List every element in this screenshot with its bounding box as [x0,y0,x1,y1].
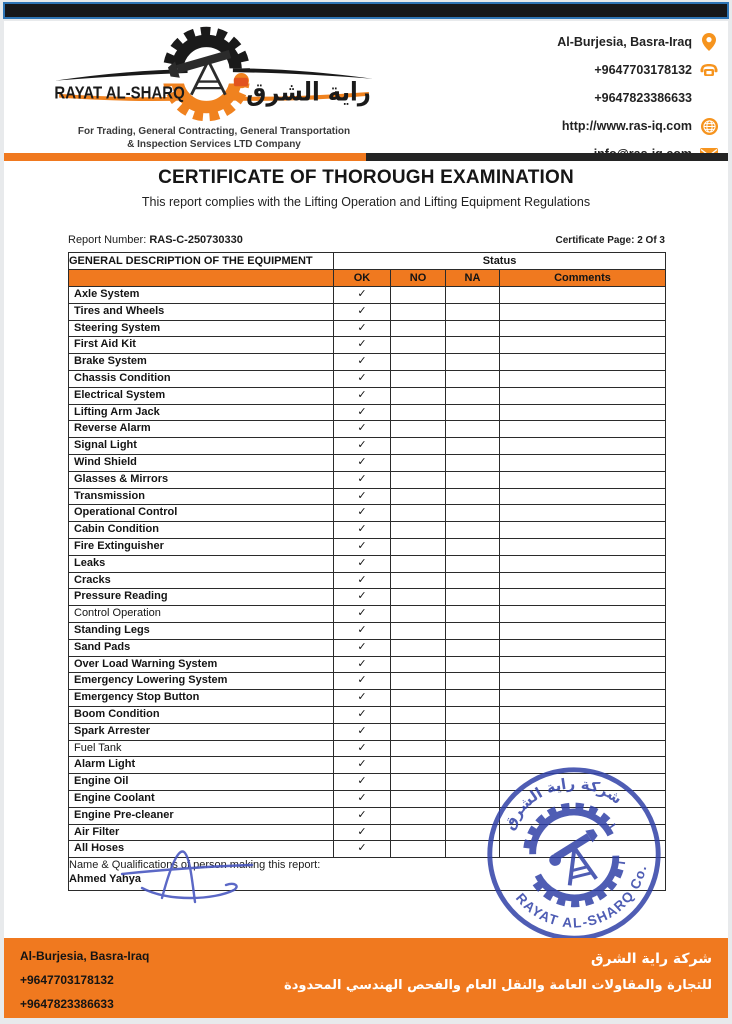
status-empty-cell [391,404,446,421]
header-divider [4,153,728,161]
status-empty-cell [391,706,446,723]
status-check-cell: ✓ [334,673,391,690]
equipment-label: Pressure Reading [69,589,334,606]
table-row [69,774,666,791]
signature-row [69,858,666,891]
status-check-cell: ✓ [334,471,391,488]
status-empty-cell [391,337,446,354]
contact-phone1-text: +9647703178132 [594,63,692,77]
status-empty-cell [500,438,666,455]
status-empty-cell [446,387,500,404]
status-empty-cell [446,572,500,589]
status-empty-cell [500,622,666,639]
contact-block [557,28,718,168]
equipment-label: Control Operation [69,606,334,623]
status-empty-cell [500,354,666,371]
status-empty-cell [500,471,666,488]
tagline-line1: For Trading, General Contracting, General Transportation [77,126,351,137]
equipment-label: Sand Pads [69,639,334,656]
status-empty-cell [500,757,666,774]
status-check-cell: ✓ [334,589,391,606]
status-empty-cell [391,488,446,505]
status-check-cell: ✓ [334,740,391,757]
equipment-label: Fire Extinguisher [69,538,334,555]
equipment-label: Chassis Condition [69,370,334,387]
status-check-cell: ✓ [334,354,391,371]
equipment-label: Brake System [69,354,334,371]
logo-graphic [38,23,390,125]
col-header-no: NO [391,270,446,287]
table-row [69,522,666,539]
table-row [69,404,666,421]
equipment-label: Air Filter [69,824,334,841]
report-number [68,234,243,246]
status-empty-cell [500,287,666,304]
status-check-cell: ✓ [334,320,391,337]
swoosh-left-black [55,69,187,80]
col-header-na: NA [446,270,500,287]
status-check-cell: ✓ [334,606,391,623]
status-empty-cell [446,320,500,337]
table-row [69,824,666,841]
status-empty-cell [391,690,446,707]
status-empty-cell [446,757,500,774]
status-empty-cell [391,287,446,304]
contact-address [557,28,718,56]
status-empty-cell [446,706,500,723]
status-check-cell: ✓ [334,824,391,841]
footer-phone1: +9647703178132 [20,973,114,987]
equipment-label: Reverse Alarm [69,421,334,438]
equipment-label: Leaks [69,555,334,572]
status-empty-cell [500,606,666,623]
status-check-cell: ✓ [334,337,391,354]
equipment-label: Alarm Light [69,757,334,774]
status-empty-cell [500,790,666,807]
equipment-label: First Aid Kit [69,337,334,354]
status-empty-cell [500,320,666,337]
status-check-cell: ✓ [334,790,391,807]
equipment-label: Lifting Arm Jack [69,404,334,421]
status-empty-cell [500,841,666,858]
contact-phone2-text: +9647823386633 [594,91,692,105]
status-empty-cell [446,622,500,639]
table-row [69,538,666,555]
phone-icon [700,61,718,79]
status-empty-cell [446,673,500,690]
status-empty-cell [500,337,666,354]
col-header-ok: OK [334,270,391,287]
status-empty-cell [446,488,500,505]
status-empty-cell [446,656,500,673]
footer-company-arabic [284,947,712,1001]
status-empty-cell [391,538,446,555]
status-empty-cell [391,774,446,791]
certificate-document [4,21,728,1018]
status-empty-cell [446,589,500,606]
status-empty-cell [500,706,666,723]
equipment-label: Tires and Wheels [69,303,334,320]
status-check-cell: ✓ [334,303,391,320]
status-empty-cell [391,303,446,320]
status-empty-cell [446,690,500,707]
status-empty-cell [500,555,666,572]
status-empty-cell [500,824,666,841]
status-check-cell: ✓ [334,387,391,404]
status-check-cell: ✓ [334,723,391,740]
equipment-label: Axle System [69,287,334,304]
footer-contact [20,944,149,1016]
status-empty-cell [391,522,446,539]
status-check-cell: ✓ [334,454,391,471]
status-empty-cell [500,303,666,320]
status-check-cell: ✓ [334,807,391,824]
table-header-row1 [69,253,666,270]
table-row [69,757,666,774]
table-header-row2 [69,270,666,287]
equipment-table [68,252,666,891]
status-empty-cell [500,488,666,505]
equipment-label: Fuel Tank [69,740,334,757]
table-row [69,807,666,824]
status-empty-cell [500,589,666,606]
table-row [69,555,666,572]
status-check-cell: ✓ [334,505,391,522]
status-empty-cell [500,656,666,673]
status-empty-cell [391,370,446,387]
equipment-label: Over Load Warning System [69,656,334,673]
contact-phone2 [557,84,718,112]
col-header-comments: Comments [500,270,666,287]
equipment-label: Spark Arrester [69,723,334,740]
status-empty-cell [446,471,500,488]
equipment-label: Engine Oil [69,774,334,791]
certificate-page: Certificate Page: 2 Of 3 [555,235,665,246]
status-empty-cell [446,807,500,824]
equipment-label: Transmission [69,488,334,505]
status-empty-cell [446,790,500,807]
status-empty-cell [446,303,500,320]
status-empty-cell [446,824,500,841]
status-empty-cell [500,505,666,522]
status-check-cell: ✓ [334,656,391,673]
equipment-label: All Hoses [69,841,334,858]
status-check-cell: ✓ [334,841,391,858]
status-check-cell: ✓ [334,488,391,505]
status-empty-cell [446,421,500,438]
status-empty-cell [446,438,500,455]
report-meta-line [68,234,665,246]
status-empty-cell [446,639,500,656]
status-empty-cell [500,522,666,539]
status-empty-cell [391,622,446,639]
equipment-label: Engine Coolant [69,790,334,807]
status-empty-cell [391,555,446,572]
status-check-cell: ✓ [334,421,391,438]
location-pin-icon [700,33,718,51]
status-check-cell: ✓ [334,438,391,455]
col-header-blank [69,270,334,287]
equipment-label: Cracks [69,572,334,589]
status-empty-cell [446,538,500,555]
status-empty-cell [500,387,666,404]
equipment-label: Operational Control [69,505,334,522]
status-empty-cell [391,421,446,438]
status-empty-cell [391,740,446,757]
status-check-cell: ✓ [334,287,391,304]
table-row [69,740,666,757]
footer-company-name-ar: شركة راية الشرق [591,951,712,967]
status-empty-cell [391,438,446,455]
status-empty-cell [500,404,666,421]
status-empty-cell [446,774,500,791]
equipment-label: Steering System [69,320,334,337]
table-row [69,354,666,371]
table-row [69,438,666,455]
status-empty-cell [500,673,666,690]
status-empty-cell [391,790,446,807]
tagline-line2: & Inspection Services LTD Company [127,139,301,150]
footer-bar [4,938,728,1018]
stamp-bottom-text: RAYAT AL-SHARQ Co. [512,863,650,931]
status-empty-cell [500,572,666,589]
divider-dark-segment [366,153,728,161]
status-empty-cell [391,807,446,824]
equipment-label: Cabin Condition [69,522,334,539]
table-row [69,656,666,673]
status-check-cell: ✓ [334,522,391,539]
table-row [69,337,666,354]
divider-orange-segment [4,153,366,161]
status-empty-cell [500,740,666,757]
table-row [69,639,666,656]
table-row [69,622,666,639]
status-check-cell: ✓ [334,404,391,421]
status-check-cell: ✓ [334,572,391,589]
status-empty-cell [446,287,500,304]
status-check-cell: ✓ [334,555,391,572]
status-empty-cell [391,606,446,623]
status-empty-cell [446,606,500,623]
table-row [69,421,666,438]
status-empty-cell [446,841,500,858]
status-empty-cell [391,841,446,858]
top-black-bar [3,2,729,19]
signature-name: Ahmed Yahya [69,873,141,886]
table-row [69,606,666,623]
equipment-label: Engine Pre-cleaner [69,807,334,824]
equipment-label: Signal Light [69,438,334,455]
table-row [69,387,666,404]
table-row [69,370,666,387]
signature-prompt: Name & Qualifications of person making this report: [69,859,321,872]
table-row [69,790,666,807]
status-check-cell: ✓ [334,370,391,387]
table-row [69,572,666,589]
status-empty-cell [446,404,500,421]
company-tagline [28,125,400,151]
company-logo [38,23,390,125]
status-empty-cell [446,522,500,539]
page-title: CERTIFICATE OF THOROUGH EXAMINATION [158,167,574,188]
status-empty-cell [446,454,500,471]
status-check-cell: ✓ [334,639,391,656]
footer-company-desc-ar: للتجارة والمقاولات العامة والنقل العام والفحص الهندسي المحدودة [284,978,712,993]
status-empty-cell [500,723,666,740]
status-empty-cell [391,387,446,404]
equipment-label: Electrical System [69,387,334,404]
contact-address-text: Al-Burjesia, Basra-Iraq [557,35,692,49]
status-empty-cell [446,740,500,757]
status-empty-cell [446,723,500,740]
table-row [69,841,666,858]
table-row [69,690,666,707]
status-empty-cell [391,471,446,488]
status-empty-cell [500,690,666,707]
status-empty-cell [391,723,446,740]
status-empty-cell [391,454,446,471]
table-row [69,287,666,304]
equipment-label: Wind Shield [69,454,334,471]
contact-website-text: http://www.ras-iq.com [561,119,692,133]
icon-spacer [700,89,718,107]
contact-website [557,112,718,140]
status-empty-cell [500,421,666,438]
report-number-value: RAS-C-250730330 [149,234,243,246]
status-check-cell: ✓ [334,538,391,555]
table-row [69,505,666,522]
status-empty-cell [391,757,446,774]
status-empty-cell [446,337,500,354]
equipment-label: Emergency Stop Button [69,690,334,707]
table-row [69,320,666,337]
status-check-cell: ✓ [334,690,391,707]
table-row [69,471,666,488]
status-empty-cell [500,639,666,656]
status-empty-cell [391,656,446,673]
report-number-label: Report Number: [68,234,147,246]
status-empty-cell [391,505,446,522]
equipment-label: Emergency Lowering System [69,673,334,690]
status-empty-cell [391,572,446,589]
status-empty-cell [446,370,500,387]
status-check-cell: ✓ [334,622,391,639]
status-empty-cell [500,774,666,791]
status-empty-cell [500,454,666,471]
globe-icon [700,117,718,135]
status-empty-cell [391,589,446,606]
status-empty-cell [500,538,666,555]
status-empty-cell [391,673,446,690]
status-empty-cell [446,354,500,371]
status-check-cell: ✓ [334,757,391,774]
status-empty-cell [446,555,500,572]
table-row [69,673,666,690]
col-header-status: Status [334,253,666,270]
status-check-cell: ✓ [334,774,391,791]
stamp-top-text: شركة راية الشرق [500,775,626,833]
status-empty-cell [391,320,446,337]
footer-phone2: +9647823386633 [20,997,114,1011]
contact-phone1 [557,56,718,84]
table-row [69,589,666,606]
status-empty-cell [446,505,500,522]
equipment-label: Boom Condition [69,706,334,723]
equipment-label: Glasses & Mirrors [69,471,334,488]
logo-name-ar: راية الشرق [246,77,371,108]
status-empty-cell [391,639,446,656]
table-row [69,454,666,471]
footer-address: Al-Burjesia, Basra-Iraq [20,949,150,963]
status-empty-cell [391,354,446,371]
status-empty-cell [500,807,666,824]
table-row [69,723,666,740]
table-row [69,303,666,320]
col-header-description: GENERAL DESCRIPTION OF THE EQUIPMENT [69,253,334,270]
logo-name-en: RAYAT AL-SHARQ [54,82,185,103]
table-row [69,488,666,505]
status-empty-cell [391,824,446,841]
table-row [69,706,666,723]
status-empty-cell [500,370,666,387]
page-subtitle: This report complies with the Lifting Operation and Lifting Equipment Regulations [141,195,591,209]
status-check-cell: ✓ [334,706,391,723]
equipment-label: Standing Legs [69,622,334,639]
